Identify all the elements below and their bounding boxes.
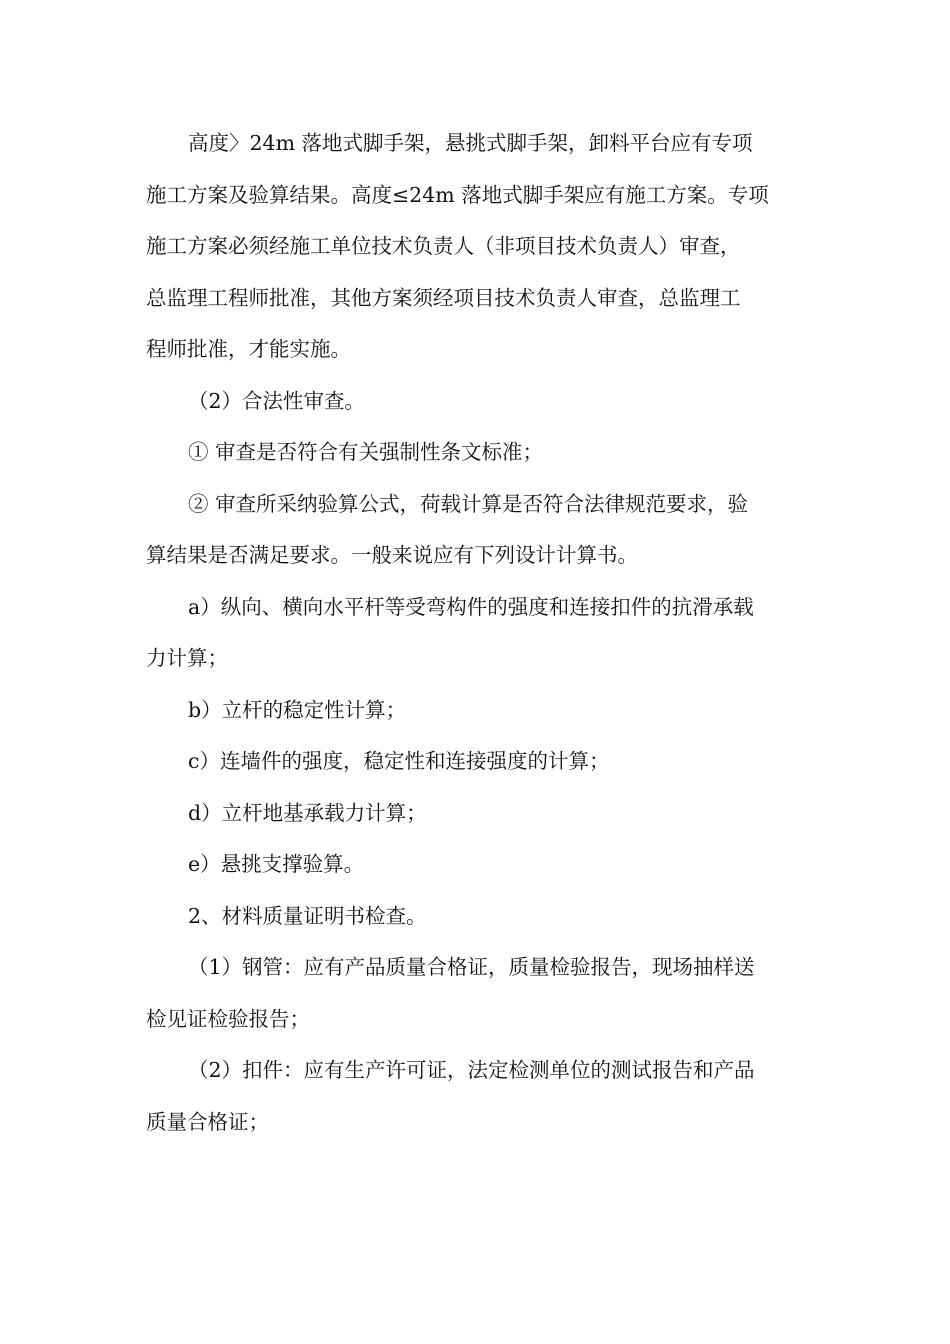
list-item: （2）扣件：应有生产许可证，法定检测单位的测试报告和产品: [188, 1058, 755, 1082]
paragraph-line: 程师批准，才能实施。: [146, 337, 351, 361]
paragraph-line: 施工方案及验算结果。高度≤24m 落地式脚手架应有施工方案。专项: [146, 182, 769, 207]
paragraph-line: 施工方案必须经施工单位技术负责人（非项目技术负责人）审查，: [146, 234, 741, 258]
list-item-continuation: 算结果是否满足要求。一般来说应有下列设计计算书。: [146, 543, 638, 567]
list-item: ② 审查所采纳验算公式，荷载计算是否符合法律规范要求，验: [188, 491, 749, 516]
list-item: a）纵向、横向水平杆等受弯构件的强度和连接扣件的抗滑承载: [188, 594, 754, 619]
paragraph-line: 总监理工程师批准，其他方案须经项目技术负责人审查，总监理工: [146, 285, 741, 310]
list-item-continuation: 质量合格证；: [146, 1109, 269, 1134]
document-body: [146, 118, 806, 1148]
paragraph-line: 高度〉24m 落地式脚手架，悬挑式脚手架，卸料平台应有专项: [188, 131, 753, 155]
section-heading: （2）合法性审查。: [188, 388, 366, 413]
list-item: b）立杆的稳定性计算；: [188, 697, 407, 722]
list-item: ① 审查是否符合有关强制性条文标准；: [188, 440, 544, 464]
list-item: c）连墙件的强度，稳定性和连接强度的计算；: [188, 749, 610, 773]
section-heading: 2、材料质量证明书检查。: [188, 903, 427, 928]
list-item: d）立杆地基承载力计算；: [188, 800, 427, 825]
list-item-continuation: 力计算；: [146, 646, 228, 670]
list-item-continuation: 检见证检验报告；: [146, 1006, 310, 1031]
list-item: e）悬挑支撑验算。: [188, 852, 365, 876]
list-item: （1）钢管：应有产品质量合格证，质量检验报告，现场抽样送: [188, 955, 755, 979]
